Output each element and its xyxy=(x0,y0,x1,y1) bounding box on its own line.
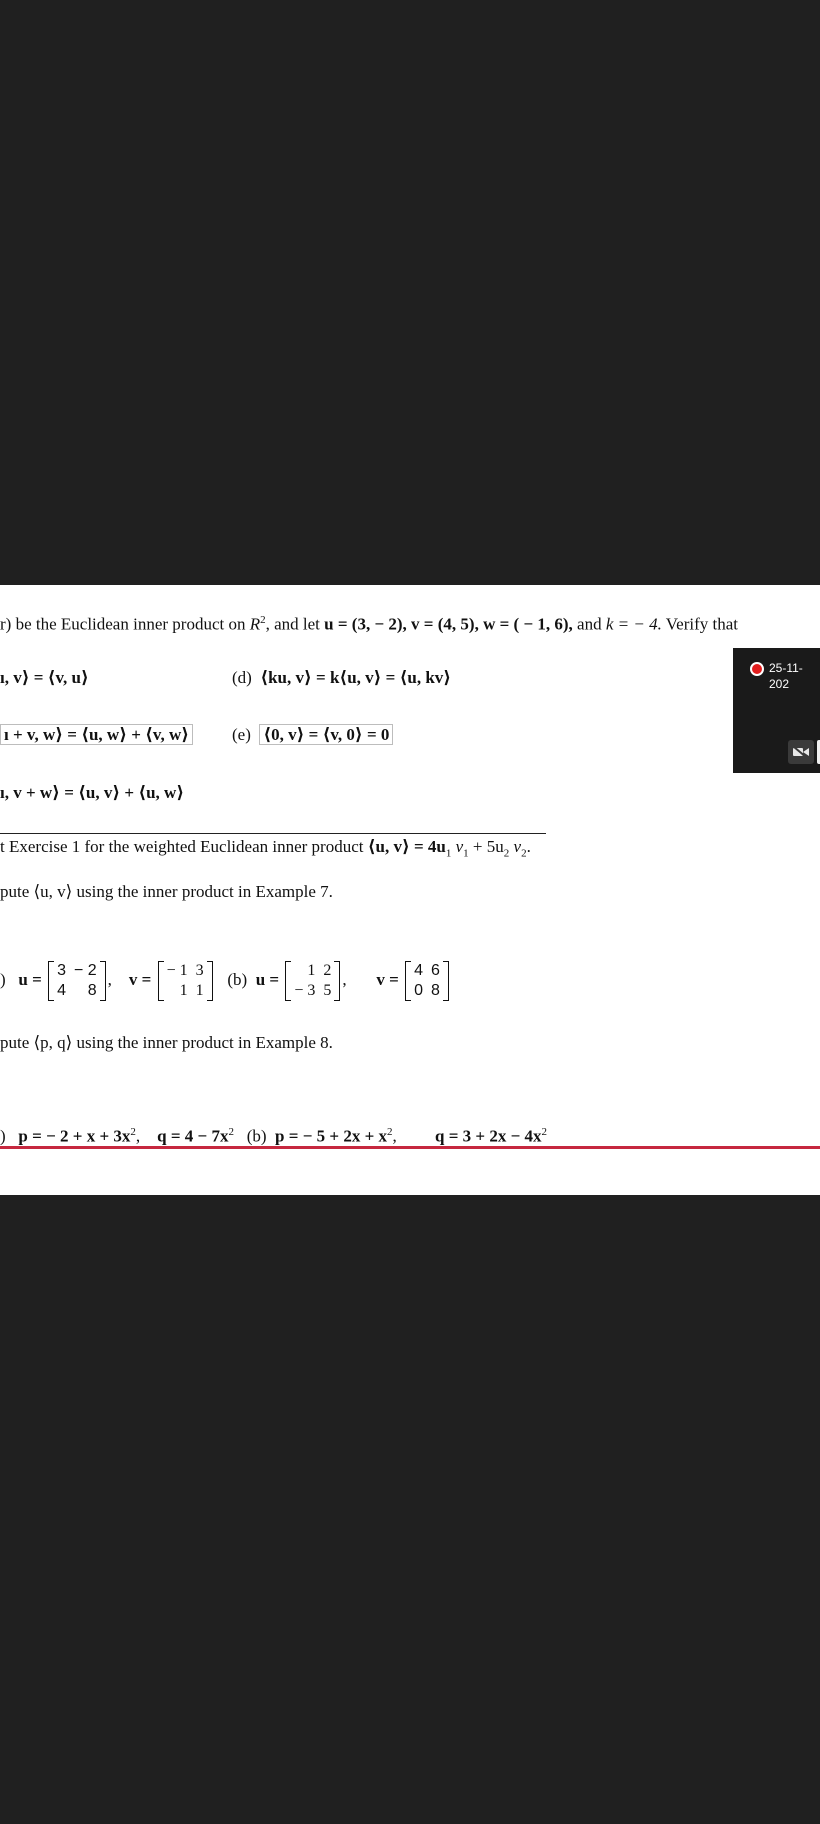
item-a: ı, v⟩ = ⟨v, u⟩ xyxy=(0,668,89,687)
matrix-a-u: 3 − 2 4 8 xyxy=(48,961,106,1001)
recording-date: 25-11-202 xyxy=(769,661,803,691)
exercise-weighted: t Exercise 1 for the weighted Euclidean inner product ⟨u, v⟩ = $4u_1$ $v_1 + 5u_2$ $v_2$. xyxy=(0,837,531,860)
document-page xyxy=(0,585,820,1195)
matrix-a-v: − 1 3 1 1 xyxy=(158,961,213,1001)
divider xyxy=(0,833,546,834)
polys-row: ) p = − $2 + x + 3x^2$, $q = 4 - 7x^2$ (b) p = − $5 + 2x + x^2$, $q = 3 + 2x - 4x^2$ xyxy=(0,1126,548,1146)
camera-off-button[interactable] xyxy=(788,740,814,764)
problem-statement: r) be the Euclidean inner product on $R^2$, and let u = (3, − 2), v = (4, 5), w = ( − 1, 6), and k = − 4. Verify that xyxy=(0,614,739,634)
compute-polys-instruction: pute ⟨p, q⟩ using the inner product in Example 8. xyxy=(0,1033,333,1052)
record-status-icon xyxy=(750,662,764,676)
compute-matrices-instruction: pute ⟨u, v⟩ using the inner product in Example 7. xyxy=(0,882,333,901)
item-d: (d) ⟨ku, v⟩ = k⟨u, v⟩ = ⟨u, kv⟩ xyxy=(232,668,452,687)
recording-widget[interactable] xyxy=(733,648,820,773)
section-accent-bar xyxy=(0,1146,820,1149)
matrix-b-u: 1 2 − 3 5 xyxy=(285,961,340,1001)
item-b: ı + v, w⟩ = ⟨u, w⟩ + ⟨v, w⟩ xyxy=(0,725,193,745)
item-c: ı, v + w⟩ = ⟨u, v⟩ + ⟨u, w⟩ xyxy=(0,783,185,802)
matrix-b-v: 4 6 0 8 xyxy=(405,961,449,1001)
matrices-row: ) u = 3 − 2 4 8 , v = − 1 3 1 1 (b) u = 1 2 − 3 5 , v = 4 6 0 8 xyxy=(0,955,451,1005)
item-e: (e) ⟨0, v⟩ = ⟨v, 0⟩ = 0 xyxy=(232,725,393,745)
